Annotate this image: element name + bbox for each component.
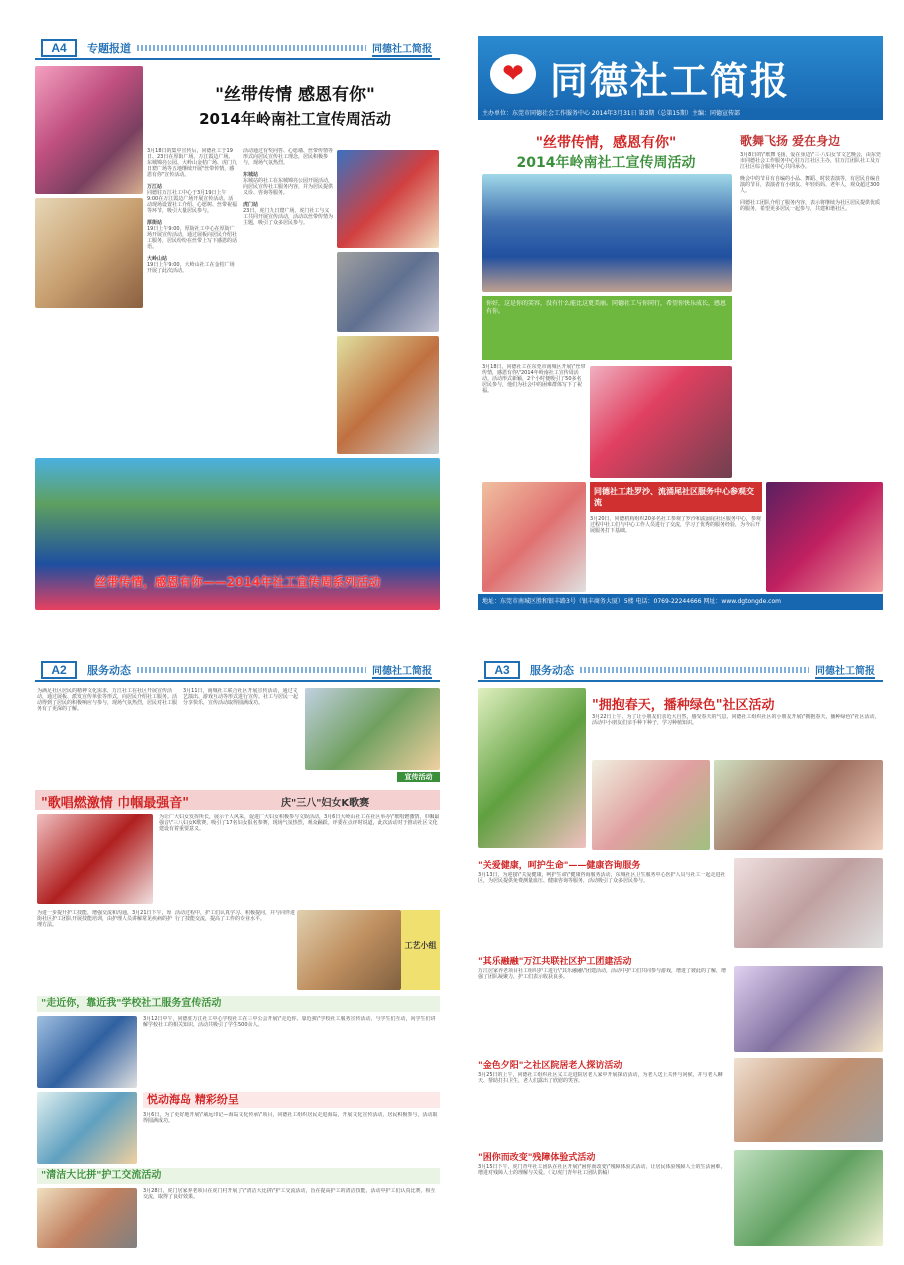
a3-health-text: 3月13日，为迎接\"关爱健康，呵护生命\"健康咨询服务活动，东城社区卫生服务中心医护人员与社工一起走进社区，为居民提供免费测量血压、健康咨询等服务，活动吸引了众多居民参与。 — [478, 872, 726, 884]
cover-box — [590, 482, 762, 512]
a3-photo-spring-1 — [478, 688, 586, 848]
a2-nurse-text: 3月28日，虎门居家养老项目在虎门村开展了\"清洁大比拼\"护工交流活动，旨在提高护工的清洁技能，活动中护工们认真比赛，相互交流，取得了良好效果。 — [143, 1188, 436, 1200]
a3-photo-elder — [734, 1058, 883, 1142]
cover-headline-1: "丝带传情，感恩有你" — [535, 135, 677, 151]
a2-island-text: 3月6日，为了更好地开展\"威远印记—海岛文化传承\"项目，同德社工组织居民走进海岛，开展文化宣传活动，居民积极参与，活动取得圆满成功。 — [143, 1112, 438, 1124]
cover-footer: 地址：东莞市南城区胜和银丰路3号（银丰商务大厦）5楼 电话：0769-22244666 网址：www.dgtongde.com — [478, 594, 883, 610]
header-stripes — [137, 667, 366, 673]
a2-photo-craft — [297, 910, 401, 990]
a3-spring-headline: "拥抱春天，播种绿色"社区活动 — [592, 698, 775, 713]
page-header — [35, 38, 440, 60]
issue-info: 主办单位：东莞市同德社会工作服务中心 2014年3月31日 第3期（总第15期）主编：同德宣传部 — [478, 108, 883, 120]
cover-photo-dance — [766, 482, 883, 592]
a2-mid-text: 为进一步提升护工技能，增强交流和沟通，3月21日下午，厚街社区护工团队开展技能培训，由护理人员讲解常见疾病的护理方法。 — [37, 910, 173, 928]
a3-elder-headline: "金色夕阳"之社区院居老人探访活动 — [478, 1061, 623, 1071]
photo-event-3 — [337, 336, 439, 454]
photo-collage-left — [35, 66, 143, 194]
a2-island-headline: 悦动海岛 精彩纷呈 — [143, 1092, 440, 1108]
a2-side-label-a: 宣传活动 — [397, 772, 440, 782]
page-a4 — [35, 38, 440, 610]
a2-women-subtitle: 庆"三八"妇女K歌赛 — [281, 798, 370, 809]
a3-footer-note: （文/虎门青年社工团队供稿） — [548, 1170, 613, 1176]
logo-heart-icon: ❤ — [490, 54, 536, 94]
a3-photo-disability — [734, 1150, 883, 1246]
cover-headline-2: 2014年岭南社工宣传周活动 — [516, 155, 696, 171]
a2-photo-top — [305, 688, 440, 770]
subhead-humen: 虎门站 — [243, 202, 259, 208]
cover-side-title: 歌舞飞扬 爱在身边 — [740, 134, 841, 148]
a2-photo-school — [37, 1016, 137, 1088]
a3-photo-spring-3 — [714, 760, 883, 850]
page-a3 — [478, 660, 883, 1250]
a2-photo-island — [37, 1092, 137, 1164]
a2-women-title: "歌唱燃激情 巾帼最强音" — [41, 796, 190, 811]
subhead-houjie: 厚街站 — [147, 220, 163, 226]
a3-health-headline: "关爱健康，呵护生命"——健康咨询服务 — [478, 861, 641, 871]
page-header — [35, 660, 440, 682]
green-text-box — [482, 296, 732, 360]
a3-team-headline: "其乐融融"万江共联社区护工团建活动 — [478, 957, 632, 967]
a3-spring-text: 3月22日上午，为了让小朋友们亲近大自然，感受春天的气息，同德社工组织社区的小朋友开展\"拥抱春天，播种绿色\"社区活动，活动中小朋友们亲手种下种子，学习种植知识。 — [592, 714, 880, 726]
a2-women-text: 为让广大妇女发挥所长，展示个人风采，促进广大妇女积极参与文娱活动，3月6日大岭山社工在社区举办\"歌唱燃激情，巾帼最强音\"三八妇女K歌赛，吸引了17名妇女报名参赛，现场气氛热烈，观众踊跃。评委在点评时说道，此次活动对于推动社区文化建设有着重要意义。 — [159, 814, 440, 832]
page-a2 — [35, 660, 440, 1250]
cover-article: 3月18日，同德社工在东莞市南城区开展\"丝带传情，感恩有你\"2014年岭南社工宣传周活动。活动形式新颖，2个小时便吸引了50多名居民参与，他们为社会中的困难群体写下了祝福。 — [482, 364, 586, 394]
headline-2: 2014年岭南社工宣传周活动 — [199, 110, 391, 128]
article-column-1: 3月18日的集中宣传后，同德社工于19日、23日在厚街广场、万江霞边广场、东城锦亮公园、大岭山金桔广场、虎门九日窟广场等五地继续开展"丝带传情，感恩有你"宣传活动。 万江站 同德驻万江社工中心于3月19日上午9:00在万江霞边广场开展宣传活动。活动现场设置社工介绍、心愿树、丝带祝福等环节，吸引大量居民参与。 厚街站 19日上午9:00，厚街社工中心在厚街广场开展宣传活动，通过展板向居民介绍社工服务，居民纷纷在丝带上写下感恩的话语。 大岭山站 19日上午9:00，大岭山社工在金桔广场开展了此次活动。 — [147, 148, 237, 274]
a3-team-text: 万江居家养老项目社工组织护工进行\"其乐融融\"团建活动，活动中护工们共同参与游戏，增进了彼此的了解，增强了团队凝聚力，护工们表示收获良多。 — [478, 968, 726, 980]
subhead-dalingshan: 大岭山站 — [147, 256, 168, 262]
a3-photo-team — [734, 966, 883, 1052]
cover-group-photo — [482, 174, 732, 292]
subhead-dongcheng: 东城站 — [243, 172, 259, 178]
page-header — [478, 660, 883, 682]
headline-1: "丝带传情 感恩有你" — [215, 85, 375, 105]
a2-mid-text-2: 活动过程中，护工们认真学习、积极提问，并与同伴进行了技能交流，提高了工作的专业水平。 — [175, 910, 295, 922]
newspaper-name: 同德社工简报 — [372, 662, 432, 679]
a2-women-headline — [35, 790, 440, 810]
green-text: 你好，这是你的笑容，没有什么能比这更美丽。同德社工与你同行，希望你快乐成长，感恩有你。 — [486, 300, 727, 315]
photo-event-1 — [337, 150, 439, 248]
header-stripes — [137, 45, 366, 51]
a3-photo-spring-2 — [592, 760, 710, 850]
photo-group-banner — [35, 458, 440, 610]
article-intro: 3月18日的集中宣传后，同德社工于19日、23日在厚街广场、万江霞边广场、东城锦亮公园、大岭山金桔广场、虎门九日窟广场等五地继续开展"丝带传情，感恩有你"宣传活动。 — [147, 148, 237, 178]
section-label: 服务动态 — [87, 664, 131, 677]
a2-side-label-b: 工艺小组 — [401, 910, 440, 990]
section-label: 服务动态 — [530, 664, 574, 677]
article-column-2: 活动通过有奖问答、心愿墙、丝带传情等形式向居民宣传社工理念，居民积极参与，现场气氛热烈。 东城站 东城站的社工在东城锦亮公园开展活动，向居民宣传社工服务内容，并为居民提供义诊、咨询等服务。 虎门站 23日，虎门九日窟广场，虎门社工与义工共同开展宣传活动，活动以丝带传情为主题，吸引了众多居民参与。 — [243, 148, 333, 226]
photo-event-2 — [337, 252, 439, 332]
cover-photo-heart — [590, 366, 732, 478]
section-label: 专题报道 — [87, 42, 131, 55]
a2-article-top: 为满足社区居民的精神文化需求，万江社工在社区开展宣传活动，通过展板、派发宣传单张等形式，向居民介绍社工服务。活动得到了居民的积极响应与参与，现场气氛热烈，居民对社工服务有了更深的了解。 — [37, 688, 178, 712]
a2-photo-women — [37, 814, 153, 904]
cover-visit-text: 3月20日，同德机构组织20多名社工参观了罗沙和流涌尾社区服务中心，参观过程中社工们与中心工作人员进行了交流，学习了优秀的服务经验，为今后开展服务打下基础。 — [590, 516, 761, 534]
page-cover — [478, 36, 883, 610]
masthead — [478, 36, 883, 116]
a3-photo-health — [734, 858, 883, 948]
newspaper-name: 同德社工简报 — [372, 40, 432, 57]
a3-elder-text: 3月25日的上午，同德社工组织社区义工走进院居老人家中开展探访活动，为老人送上关怀与问候，并与老人聊天、帮助打扫卫生，老人们露出了欣慰的笑容。 — [478, 1072, 723, 1084]
header-stripes — [580, 667, 809, 673]
subhead-wanjiang: 万江站 — [147, 184, 163, 190]
a2-article-top-2: 3月11日，南城社工联合社区开展宣传活动，通过文艺演出、游戏互动等形式进行宣传。社工与居民一起分享快乐，宣传活动取得圆满成功。 — [183, 688, 299, 706]
cover-side-text: 3月8日的\"歌舞飞扬，爱在身边\"三·八妇女节文艺晚会，由东莞市同德社会工作服务中心驻万江社区主办，驻万江团队社工及万江社区综合服务中心共同承办。 晚会中的节目有自编的小品、舞蹈、时装表演等，有居民自编自演的节目，表演者有小朋友、年轻妈妈、老年人，观众超过300人。 同德社工团队介绍了服务内容，表示将继续为社区居民提供优质的服务，希望更多居民一起参与，共建和谐社区。 — [740, 152, 881, 212]
page-number: A3 — [484, 661, 520, 679]
a2-nurse-headline: "清洁大比拼"护工交流活动 — [37, 1168, 440, 1184]
photo-banner-caption: 丝带传情，感恩有你——2014年社工宣传周系列活动 — [94, 575, 381, 589]
cover-box-title: 同德社工赴罗沙、流涌尾社区服务中心参观交流 — [594, 487, 754, 507]
cover-photo-small — [482, 482, 586, 592]
a2-school-text: 3月12日中午，同德驻万江社工中心学校社工在三中公会开展\"走近你，靠近我\"学校社工服务宣传活动，与学生们互动，向学生们讲解学校社工的相关知识，活动共吸引了学生500余人。 — [143, 1016, 436, 1028]
a3-disability-text: 3月15日下午，虎门青年社工团队在社区开展\"困你而改变\"残障体验式活动，让居民体验残障人士的生活困难，增进对残障人士的理解与关爱。（文/虎门青年社工团队供稿） — [478, 1164, 726, 1176]
masthead-title: 同德社工简报 — [550, 59, 791, 103]
a2-photo-nurse — [37, 1188, 137, 1248]
a2-school-headline: "走近你，靠近我"学校社工服务宣传活动 — [37, 996, 440, 1012]
newspaper-name: 同德社工简报 — [815, 662, 875, 679]
page-number: A2 — [41, 661, 77, 679]
a3-disability-headline: "困你而改变"残障体验式活动 — [478, 1153, 596, 1163]
photo-thank-you — [35, 198, 143, 308]
page-number: A4 — [41, 39, 77, 57]
